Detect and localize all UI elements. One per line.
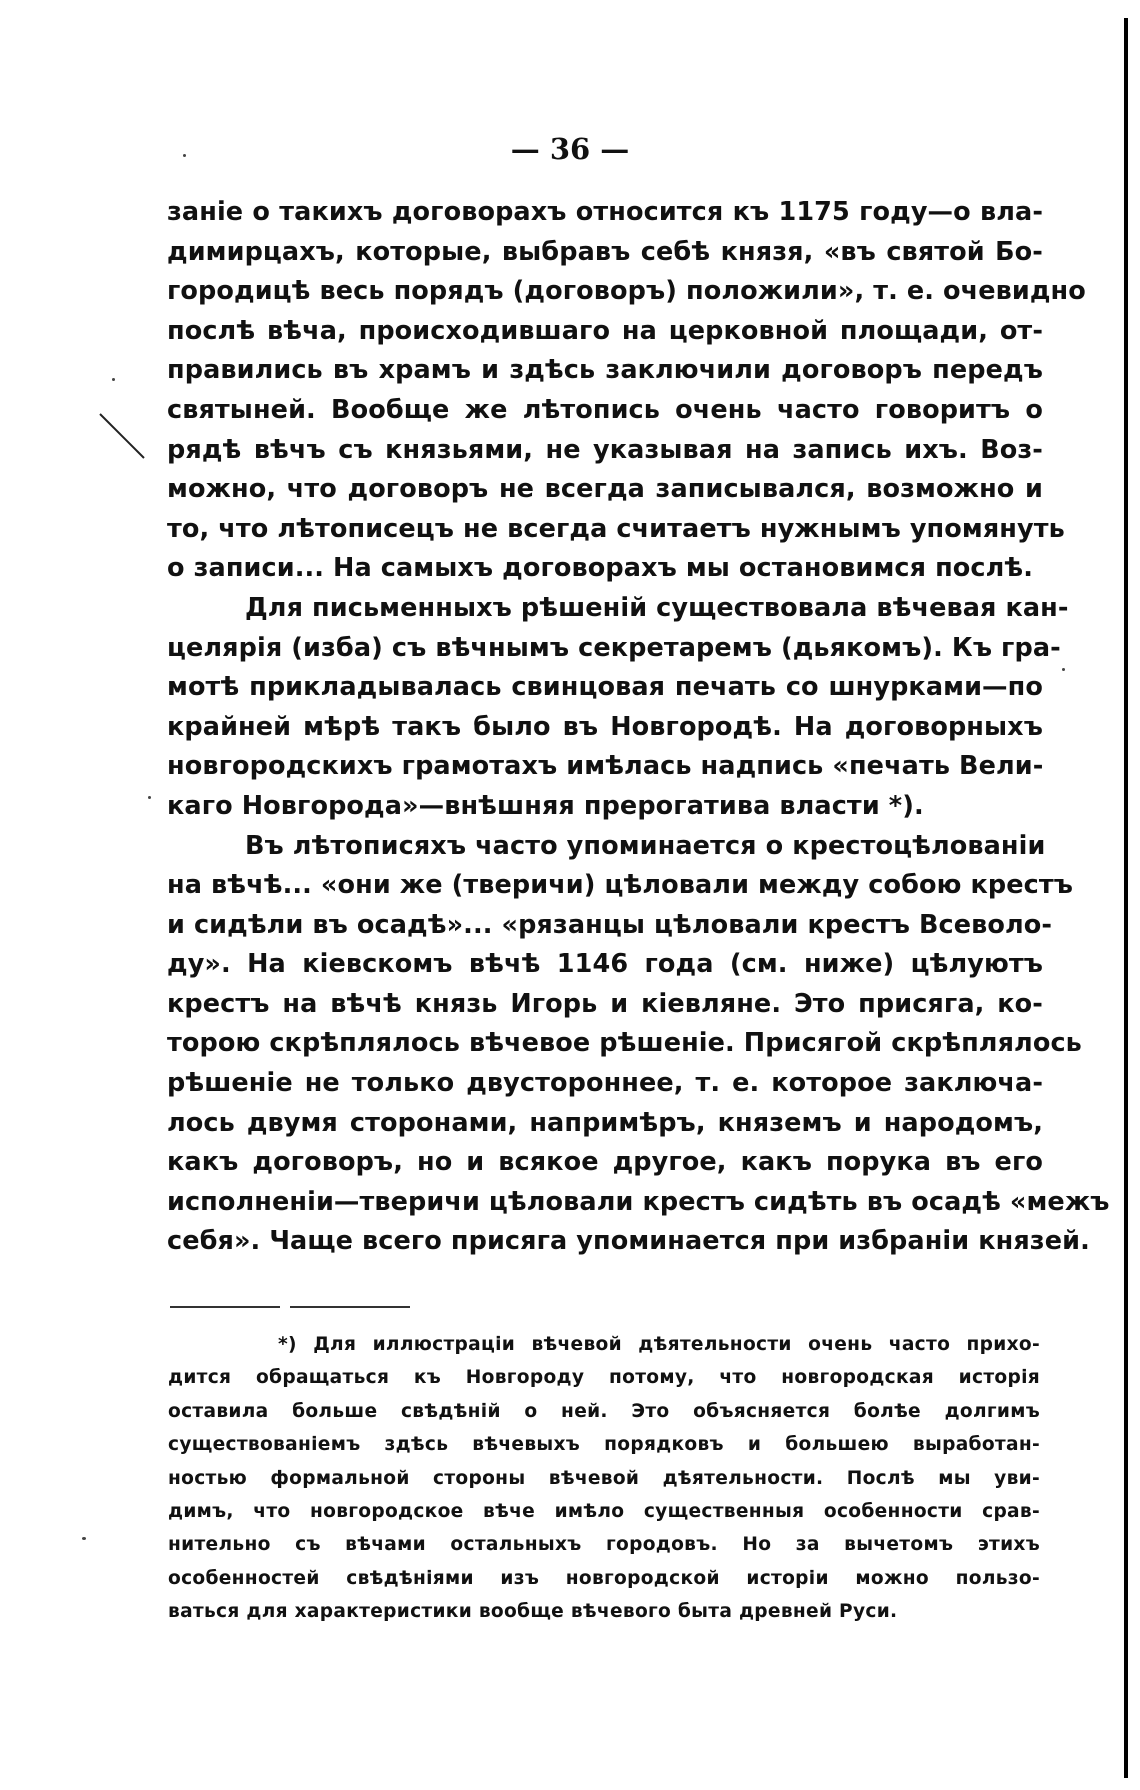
text-line: себя». Чаще всего присяга упоминается при избраніи князей. xyxy=(167,1226,1090,1257)
footnote-line: оставила больше свѣдѣній о ней. Это объясняется болѣе долгимъ xyxy=(168,1400,1040,1422)
text-line: городицѣ весь порядъ (договоръ) положили», т. е. очевидно xyxy=(167,276,1086,307)
scan-speck xyxy=(148,796,151,799)
text-line: новгородскихъ грамотахъ имѣлась надпись «печать Вели- xyxy=(167,751,1044,782)
scan-edge-border xyxy=(1124,18,1128,1778)
footnote-line: *) Для иллюстраціи вѣчевой дѣятельности очень часто прихо- xyxy=(278,1334,1040,1355)
footnote-line: дится обращаться къ Новгороду потому, что новгородская исторія xyxy=(168,1367,1040,1389)
page-number: — 36 — xyxy=(510,132,630,166)
margin-pencil-mark xyxy=(98,410,158,470)
footnote-line: существованіемъ здѣсь вѣчевыхъ порядковъ и большею выработан- xyxy=(168,1434,1040,1456)
text-line: исполненіи—тверичи цѣловали крестъ сидѣть въ осадѣ «межъ xyxy=(167,1186,1110,1217)
footnote-line: димъ, что новгородское вѣче имѣло существенныя особенности срав- xyxy=(168,1500,1040,1522)
text-line: какъ договоръ, но и всякое другое, какъ порука въ его xyxy=(167,1147,1043,1178)
text-line: то, что лѣтописецъ не всегда считаетъ нужнымъ упомянуть xyxy=(167,513,1065,544)
text-line: святыней. Вообще же лѣтопись очень часто говоритъ о xyxy=(167,394,1043,425)
text-line: Въ лѣтописяхъ часто упоминается о крестоцѣлованіи xyxy=(245,830,1046,861)
text-line: торою скрѣплялось вѣчевое рѣшеніе. Присягой скрѣплялось xyxy=(167,1028,1082,1059)
text-line: рядѣ вѣчъ съ князьями, не указывая на запись ихъ. Воз- xyxy=(167,434,1043,465)
footnote-line: ностью формальной стороны вѣчевой дѣятельности. Послѣ мы уви- xyxy=(168,1467,1040,1489)
scan-speck xyxy=(1062,668,1065,671)
text-line: послѣ вѣча, происходившаго на церковной площади, от- xyxy=(167,315,1043,346)
text-line: на вѣчѣ... «они же (тверичи) цѣловали между собою крестъ xyxy=(167,870,1073,901)
scan-speck xyxy=(82,1537,86,1540)
footnote-separator xyxy=(170,1306,280,1308)
footnote-line: ваться для характеристики вообще вѣчевого быта древней Руси. xyxy=(168,1601,898,1623)
text-line: заніе о такихъ договорахъ относится къ 1175 году—о вла- xyxy=(167,197,1043,227)
text-line: можно, что договоръ не всегда записывался, возможно и xyxy=(167,474,1043,505)
text-line: рѣшеніе не только двустороннее, т. е. которое заключа- xyxy=(167,1068,1043,1099)
footnote-line: особенностей свѣдѣніями изъ новгородской исторіи можно пользо- xyxy=(168,1567,1040,1589)
text-line: лось двумя сторонами, напримѣръ, княземъ и народомъ, xyxy=(167,1107,1043,1138)
footnote-separator-right xyxy=(290,1306,410,1308)
text-line: крестъ на вѣчѣ князь Игорь и кіевляне. Это присяга, ко- xyxy=(167,988,1043,1019)
footnote-line: нительно съ вѣчами остальныхъ городовъ. Но за вычетомъ этихъ xyxy=(168,1534,1040,1556)
text-line: о записи... На самыхъ договорахъ мы остановимся послѣ. xyxy=(167,553,1034,584)
text-line: и сидѣли въ осадѣ»... «рязанцы цѣловали крестъ Всеволо- xyxy=(167,909,1053,940)
text-line: целярія (изба) съ вѣчнымъ секретаремъ (дьякомъ). Къ гра- xyxy=(167,632,1061,663)
footnote xyxy=(168,1328,1040,1629)
main-text xyxy=(167,193,1110,1262)
text-line: правились въ храмъ и здѣсь заключили договоръ передъ xyxy=(167,355,1043,386)
text-line: Для письменныхъ рѣшеній существовала вѣчевая кан- xyxy=(245,592,1069,623)
text-line: ду». На кіевскомъ вѣчѣ 1146 года (см. ниже) цѣлуютъ xyxy=(167,949,1043,980)
text-line: димирцахъ, которые, выбравъ себѣ князя, «въ святой Бо- xyxy=(167,236,1043,267)
text-line: крайней мѣрѣ такъ было въ Новгородѣ. На договорныхъ xyxy=(167,711,1043,742)
text-line: мотѣ прикладывалась свинцовая печать со шнурками—по xyxy=(167,672,1043,703)
text-line: каго Новгорода»—внѣшняя прерогатива власти *). xyxy=(167,790,924,821)
scan-speck xyxy=(112,378,115,381)
